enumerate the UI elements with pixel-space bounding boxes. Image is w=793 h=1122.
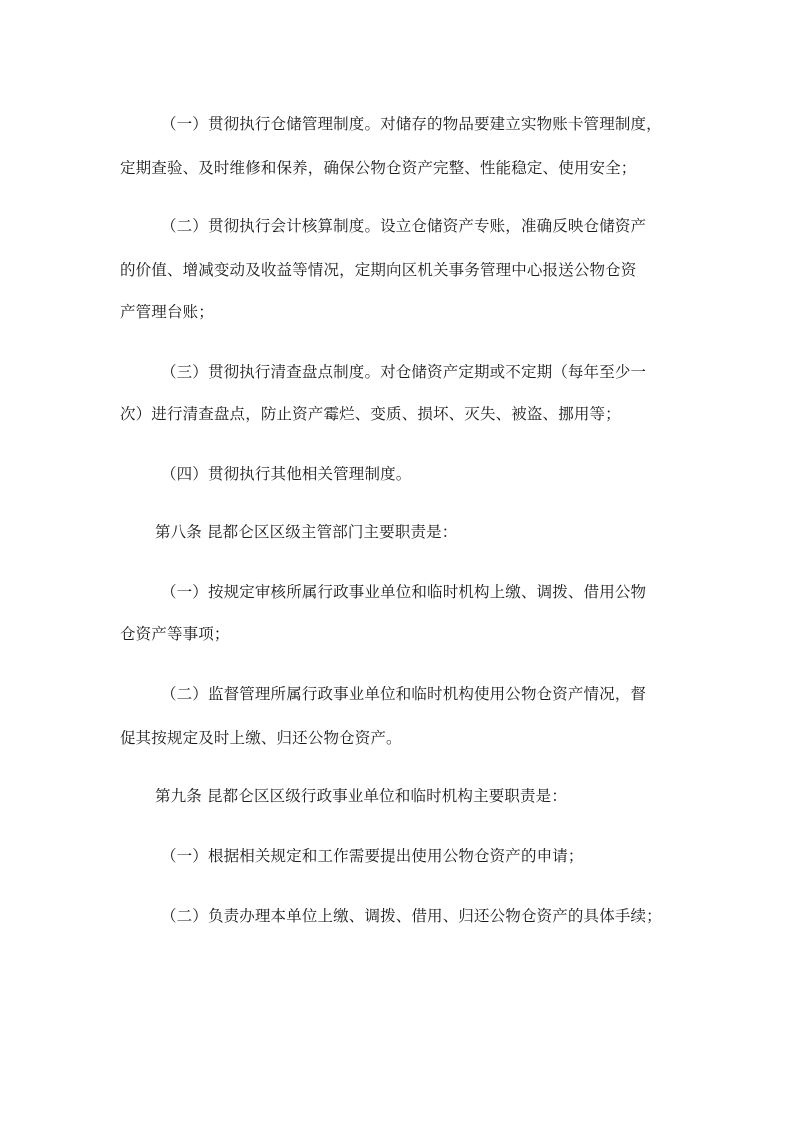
paragraph-7-line-2: 促其按规定及时上缴、归还公物仓资产。: [120, 729, 402, 747]
paragraph-2-line-3: 产管理台账；: [120, 303, 214, 321]
paragraph-2-line-1: （二）贯彻执行会计核算制度。设立仓储资产专账，准确反映仓储资产: [161, 217, 647, 235]
paragraph-3-line-1: （三）贯彻执行清查盘点制度。对仓储资产定期或不定期（每年至少一: [161, 363, 647, 381]
paragraph-6-line-2: 仓资产等事项；: [120, 625, 230, 643]
paragraph-1-line-2: 定期查验、及时维修和保养，确保公物仓资产完整、性能稳定、使用安全；: [120, 159, 637, 177]
paragraph-2-line-2: 的价值、增减变动及收益等情况，定期向区机关事务管理中心报送公物仓资: [120, 261, 637, 279]
paragraph-9-line-1: （一）根据相关规定和工作需要提出使用公物仓资产的申请；: [161, 847, 584, 865]
paragraph-1-line-1: （一）贯彻执行仓储管理制度。对储存的物品要建立实物账卡管理制度，: [161, 115, 662, 133]
paragraph-4-line-1: （四）贯彻执行其他相关管理制度。: [161, 465, 412, 483]
paragraph-6-line-1: （一）按规定审核所属行政事业单位和临时机构上缴、调拨、借用公物: [161, 583, 647, 601]
paragraph-7-line-1: （二）监督管理所属行政事业单位和临时机构使用公物仓资产情况，督: [161, 685, 647, 703]
article-8-heading: 第八条 昆都仑区区级主管部门主要职责是：: [155, 523, 458, 541]
paragraph-10-line-1: （二）负责办理本单位上缴、调拨、借用、归还公物仓资产的具体手续；: [161, 907, 662, 925]
paragraph-3-line-2: 次）进行清查盘点，防止资产霉烂、变质、损坏、灭失、被盗、挪用等；: [120, 405, 621, 423]
article-9-heading: 第九条 昆都仑区区级行政事业单位和临时机构主要职责是：: [155, 787, 567, 805]
